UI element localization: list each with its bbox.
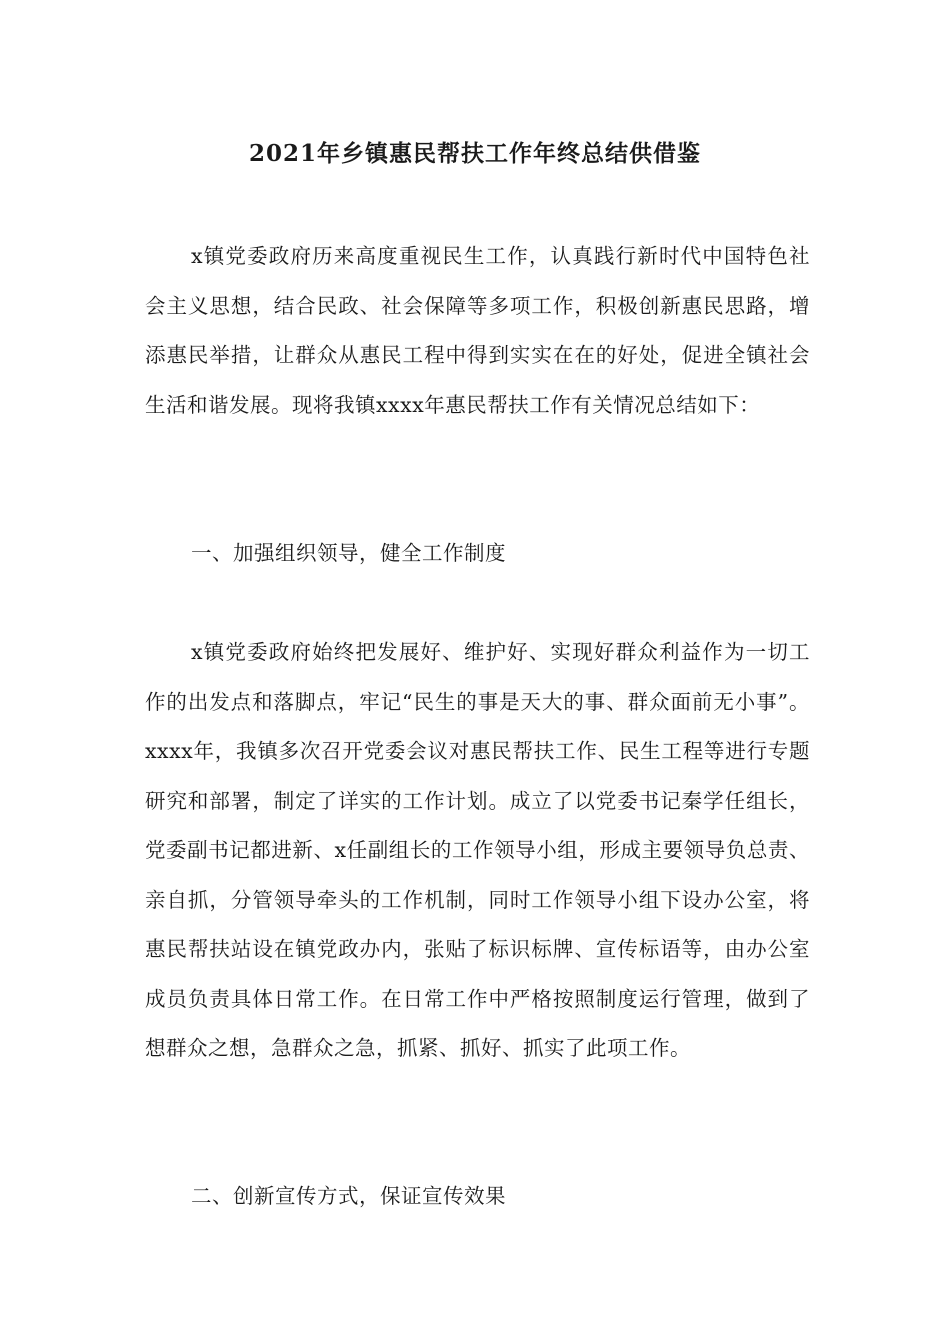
section-1-paragraph: x镇党委政府始终把发展好、维护好、实现好群众利益作为一切工作的出发点和落脚点，牢记“民生的事是天大的事、群众面前无小事”。xxxx年，我镇多次召开党委会议对惠民帮扶工作、民生工程等进行专题研究和部署，制定了详实的工作计划。成立了以党委书记秦学任组长，党委副书记都进新、x任副组长的工作领导小组，形成主要领导负总责、亲自抓，分管领导牵头的工作机制，同时工作领导小组下设办公室，将惠民帮扶站设在镇党政办内，张贴了标识标牌、宣传标语等，由办公室成员负责具体日常工作。在日常工作中严格按照制度运行管理，做到了想群众之想，急群众之急，抓紧、抓好、抓实了此项工作。 (145, 640, 810, 1060)
section-heading-2: 二、创新宣传方式，保证宣传效果 (191, 1184, 506, 1208)
section-heading-1: 一、加强组织领导，健全工作制度 (191, 541, 506, 565)
document-title: 2021年乡镇惠民帮扶工作年终总结供借鉴 (248, 140, 701, 167)
intro-paragraph: x镇党委政府历来高度重视民生工作，认真践行新时代中国特色社会主义思想，结合民政、社会保障等多项工作，积极创新惠民思路，增添惠民举措，让群众从惠民工程中得到实实在在的好处，促进全镇社会生活和谐发展。现将我镇xxxx年惠民帮扶工作有关情况总结如下： (145, 244, 810, 417)
